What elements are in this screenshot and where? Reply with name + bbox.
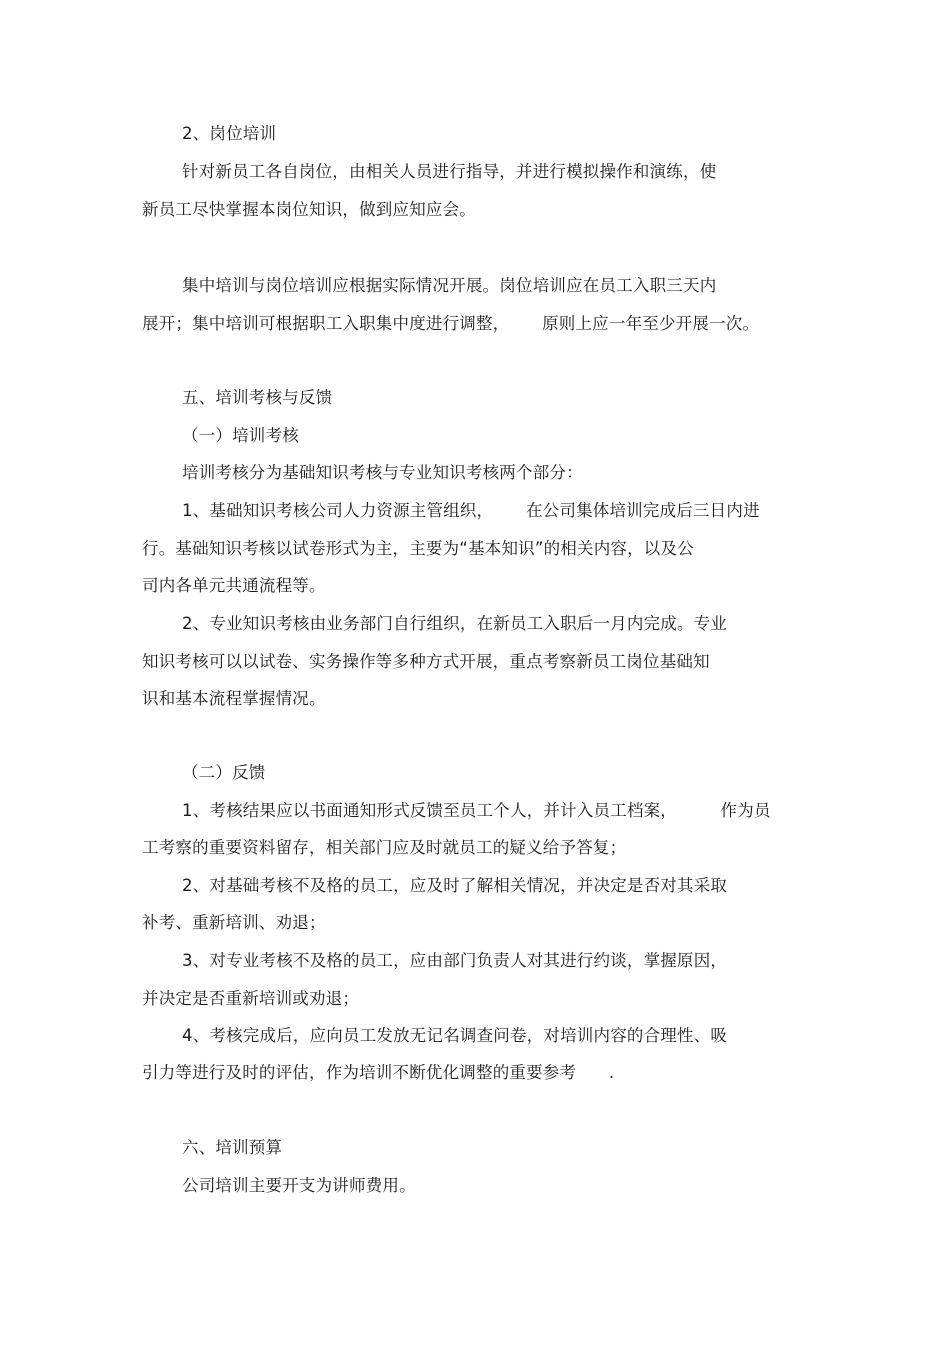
paragraph-line: 培训考核分为基础知识考核与专业知识考核两个部分： [182,463,583,482]
paragraph-line: 3、对专业考核不及格的员工，应由部门负责人对其进行约谈，掌握原因， [182,951,728,970]
paragraph-line: 1、基础知识考核公司人力资源主管组织， 在公司集体培训完成后三日内进 [182,501,760,520]
paragraph-line: 集中培训与岗位培训应根据实际情况开展。岗位培训应在员工入职三天内 [182,276,717,295]
paragraph-line: 新员工尽快掌握本岗位知识，做到应知应会。 [142,200,476,219]
paragraph-line: 司内各单元共通流程等。 [142,576,326,595]
section-heading-assessment-feedback: 五、培训考核与反馈 [182,388,333,407]
section-heading-budget: 六、培训预算 [182,1138,283,1157]
subsection-heading-feedback: （二）反馈 [182,763,266,782]
paragraph-line: 行。基础知识考核以试卷形式为主，主要为“基本知识”的相关内容，以及公 [142,539,694,558]
paragraph-line: 公司培训主要开支为讲师费用。 [182,1176,416,1195]
paragraph-line: 知识考核可以以试卷、实务操作等多种方式开展，重点考察新员工岗位基础知 [142,652,710,671]
paragraph-line: 2、对基础考核不及格的员工，应及时了解相关情况，并决定是否对其采取 [182,876,728,895]
paragraph-line: 4、考核完成后，应向员工发放无记名调查问卷，对培训内容的合理性、吸 [182,1026,728,1045]
paragraph-line: 2、专业知识考核由业务部门自行组织，在新员工入职后一月内完成。专业 [182,614,728,633]
subsection-heading-assessment: （一）培训考核 [182,426,299,445]
paragraph-line: 引力等进行及时的评估，作为培训不断优化调整的重要参考 . [142,1063,615,1082]
paragraph-line: 补考、重新培训、劝退； [142,913,326,932]
paragraph-line: 并决定是否重新培训或劝退； [142,989,360,1008]
paragraph-line: 识和基本流程掌握情况。 [142,689,326,708]
paragraph-line: 展开；集中培训可根据职工入职集中度进行调整， 原则上应一年至少开展一次。 [142,314,760,333]
paragraph-line: 1、考核结果应以书面通知形式反馈至员工个人，并计入员工档案， 作为员 [182,801,771,820]
paragraph-line: 针对新员工各自岗位，由相关人员进行指导，并进行模拟操作和演练，使 [182,162,717,181]
paragraph-line: 工考察的重要资料留存，相关部门应及时就员工的疑义给予答复； [142,838,627,857]
section-heading-job-training: 2、岗位培训 [182,124,277,143]
